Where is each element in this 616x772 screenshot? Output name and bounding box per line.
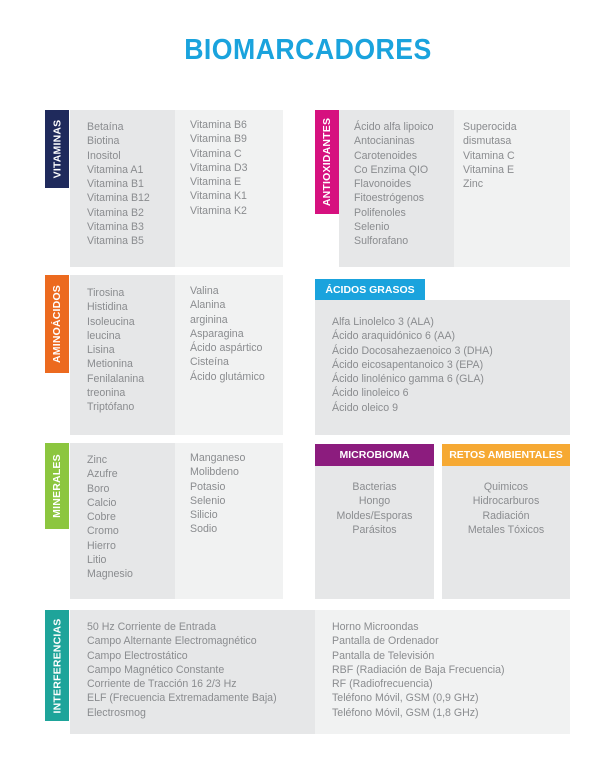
list-item: Polifenoles — [354, 206, 406, 219]
list-item: Bacterias — [352, 481, 397, 493]
list-item: Ácido glutámico — [190, 370, 265, 383]
list-item: Magnesio — [87, 568, 133, 581]
antioxidantes-col1 — [339, 110, 454, 267]
list-item: Pantalla de Ordenador — [332, 635, 439, 648]
minerales-label: MINERALES — [51, 454, 64, 518]
list-item: Metionina — [87, 358, 133, 371]
list-item: Parásitos — [352, 523, 397, 536]
list-item: Alanina — [190, 299, 226, 312]
list-item: arginina — [190, 313, 228, 326]
microbioma-header: MICROBIOMA — [315, 444, 434, 466]
minerales-tab — [45, 443, 69, 529]
list-item: Tirosina — [87, 287, 125, 299]
list-item: Corriente de Tracción 16 2/3 Hz — [87, 678, 237, 691]
list-item: Horno Microondas — [332, 621, 419, 633]
list-item: Hongo — [358, 495, 391, 508]
list-item: Ácido aspártico — [190, 342, 263, 355]
list-item: Selenio — [354, 221, 390, 234]
list-item: Potasio — [190, 480, 226, 493]
list-item: Vitamina C — [190, 147, 242, 160]
list-item: Vitamina K1 — [190, 190, 247, 203]
list-item: Superocida — [463, 121, 517, 133]
microbioma-list — [315, 466, 434, 599]
list-item: Ácido oleico 9 — [332, 401, 398, 414]
vitaminas-label: VITAMINAS — [51, 119, 63, 179]
list-item: Triptófano — [87, 401, 135, 414]
list-item: Ácido alfa lipoico — [354, 121, 434, 133]
list-item: Electrosmog — [87, 706, 146, 719]
list-item: Teléfono Móvil, GSM (1,8 GHz) — [332, 706, 479, 719]
antioxidantes-tab — [315, 110, 339, 214]
list-item: Isoleucina — [87, 315, 135, 328]
list-item: Inositol — [87, 149, 121, 162]
list-item: Boro — [87, 482, 110, 495]
vitaminas-tab — [45, 110, 69, 188]
list-item: Azufre — [87, 468, 118, 481]
list-item: Alfa Linolelco 3 (ALA) — [332, 316, 434, 328]
list-item: Quimicos — [483, 481, 529, 493]
list-item: Sulforafano — [354, 235, 409, 248]
list-item: Vitamina E — [463, 163, 515, 176]
list-item: Histidina — [87, 301, 128, 314]
list-item: Betaína — [87, 121, 124, 133]
list-item: Fitoestrógenos — [354, 192, 425, 205]
list-item: Ácido linolénico gamma 6 (GLA) — [332, 373, 484, 386]
list-item: Molibdeno — [190, 466, 239, 479]
list-item: RF (Radiofrecuencia) — [332, 678, 433, 691]
antioxidantes-col2 — [454, 110, 570, 267]
list-item: Fenilalanina — [87, 372, 145, 385]
list-item: 50 Hz Corriente de Entrada — [87, 621, 216, 633]
list-item: Ácido linoleico 6 — [332, 387, 409, 400]
list-item: Cisteína — [190, 356, 229, 369]
interferencias-col2 — [315, 610, 570, 734]
list-item: RBF (Radiación de Baja Frecuencia) — [332, 663, 505, 676]
list-item: Litio — [87, 554, 107, 567]
list-item: Antocianinas — [354, 135, 415, 148]
acidos-grasos-list — [315, 300, 570, 435]
list-item: Manganeso — [190, 452, 246, 464]
list-item: Campo Alternante Electromagnético — [87, 635, 257, 648]
list-item: Campo Electrostático — [87, 649, 188, 662]
list-item: Vitamina D3 — [190, 161, 248, 174]
aminoacidos-label: AMINOÁCIDOS — [51, 284, 64, 364]
list-item: ELF (Frecuencia Extremadamente Baja) — [87, 692, 277, 705]
list-item: Vitamina K2 — [190, 204, 247, 217]
list-item: Biotina — [87, 135, 120, 148]
minerales-col2 — [175, 443, 283, 599]
interferencias-tab — [45, 610, 69, 721]
page-title: BIOMARCADORES — [184, 34, 432, 66]
retos-ambientales-list — [442, 466, 570, 599]
list-item: Flavonoides — [354, 178, 412, 191]
minerales-col1 — [70, 443, 175, 599]
antioxidantes-label: ANTIOXIDANTES — [321, 117, 334, 207]
list-item: Hierro — [87, 539, 116, 552]
interferencias-col1 — [70, 610, 315, 734]
list-item: Vitamina C — [463, 149, 515, 162]
retos-ambientales-header: RETOS AMBIENTALES — [442, 444, 570, 466]
list-item: Hidrocarburos — [472, 495, 540, 508]
list-item: Teléfono Móvil, GSM (0,9 GHz) — [332, 692, 479, 705]
list-item: Valina — [190, 285, 219, 297]
list-item: Zinc — [463, 178, 484, 191]
list-item: Metales Tóxicos — [467, 523, 545, 536]
list-item: Vitamina B5 — [87, 235, 144, 248]
aminoacidos-tab — [45, 275, 69, 373]
list-item: leucina — [87, 329, 121, 342]
list-item: Cobre — [87, 511, 116, 524]
list-item: Calcio — [87, 496, 117, 509]
list-item: Radiación — [482, 509, 530, 522]
vitaminas-col2 — [175, 110, 283, 267]
list-item: Campo Magnético Constante — [87, 663, 225, 676]
list-item: Asparagina — [190, 327, 244, 340]
list-item: Vitamina B3 — [87, 221, 144, 234]
list-item: dismutasa — [463, 135, 512, 148]
list-item: Vitamina A1 — [87, 163, 144, 176]
list-item: Sodio — [190, 523, 218, 536]
list-item: Ácido Docosahezaenoico 3 (DHA) — [332, 344, 493, 357]
list-item: Pantalla de Televisión — [332, 649, 435, 662]
aminoacidos-col1 — [70, 275, 175, 435]
acidos-grasos-header: ÁCIDOS GRASOS — [315, 279, 425, 300]
list-item: Moldes/Esporas — [336, 509, 413, 522]
list-item: Ácido araquidónico 6 (AA) — [332, 330, 456, 343]
list-item: Vitamina B6 — [190, 119, 247, 131]
interferencias-label: INTERFERENCIAS — [51, 618, 64, 713]
vitaminas-col1 — [70, 110, 175, 267]
list-item: Vitamina B2 — [87, 206, 144, 219]
list-item: Cromo — [87, 525, 119, 538]
list-item: Silicio — [190, 509, 218, 522]
list-item: Lisina — [87, 344, 115, 357]
list-item: Ácido eicosapentanoico 3 (EPA) — [332, 358, 484, 371]
list-item: Co Enzima QIO — [354, 163, 429, 176]
list-item: Selenio — [190, 494, 226, 507]
aminoacidos-col2 — [175, 275, 283, 435]
list-item: Zinc — [87, 454, 108, 466]
list-item: Vitamina B9 — [190, 133, 247, 146]
list-item: treonina — [87, 387, 126, 400]
list-item: Vitamina B12 — [87, 192, 150, 205]
list-item: Vitamina E — [190, 176, 242, 189]
list-item: Carotenoides — [354, 149, 418, 162]
list-item: Vitamina B1 — [87, 178, 144, 191]
